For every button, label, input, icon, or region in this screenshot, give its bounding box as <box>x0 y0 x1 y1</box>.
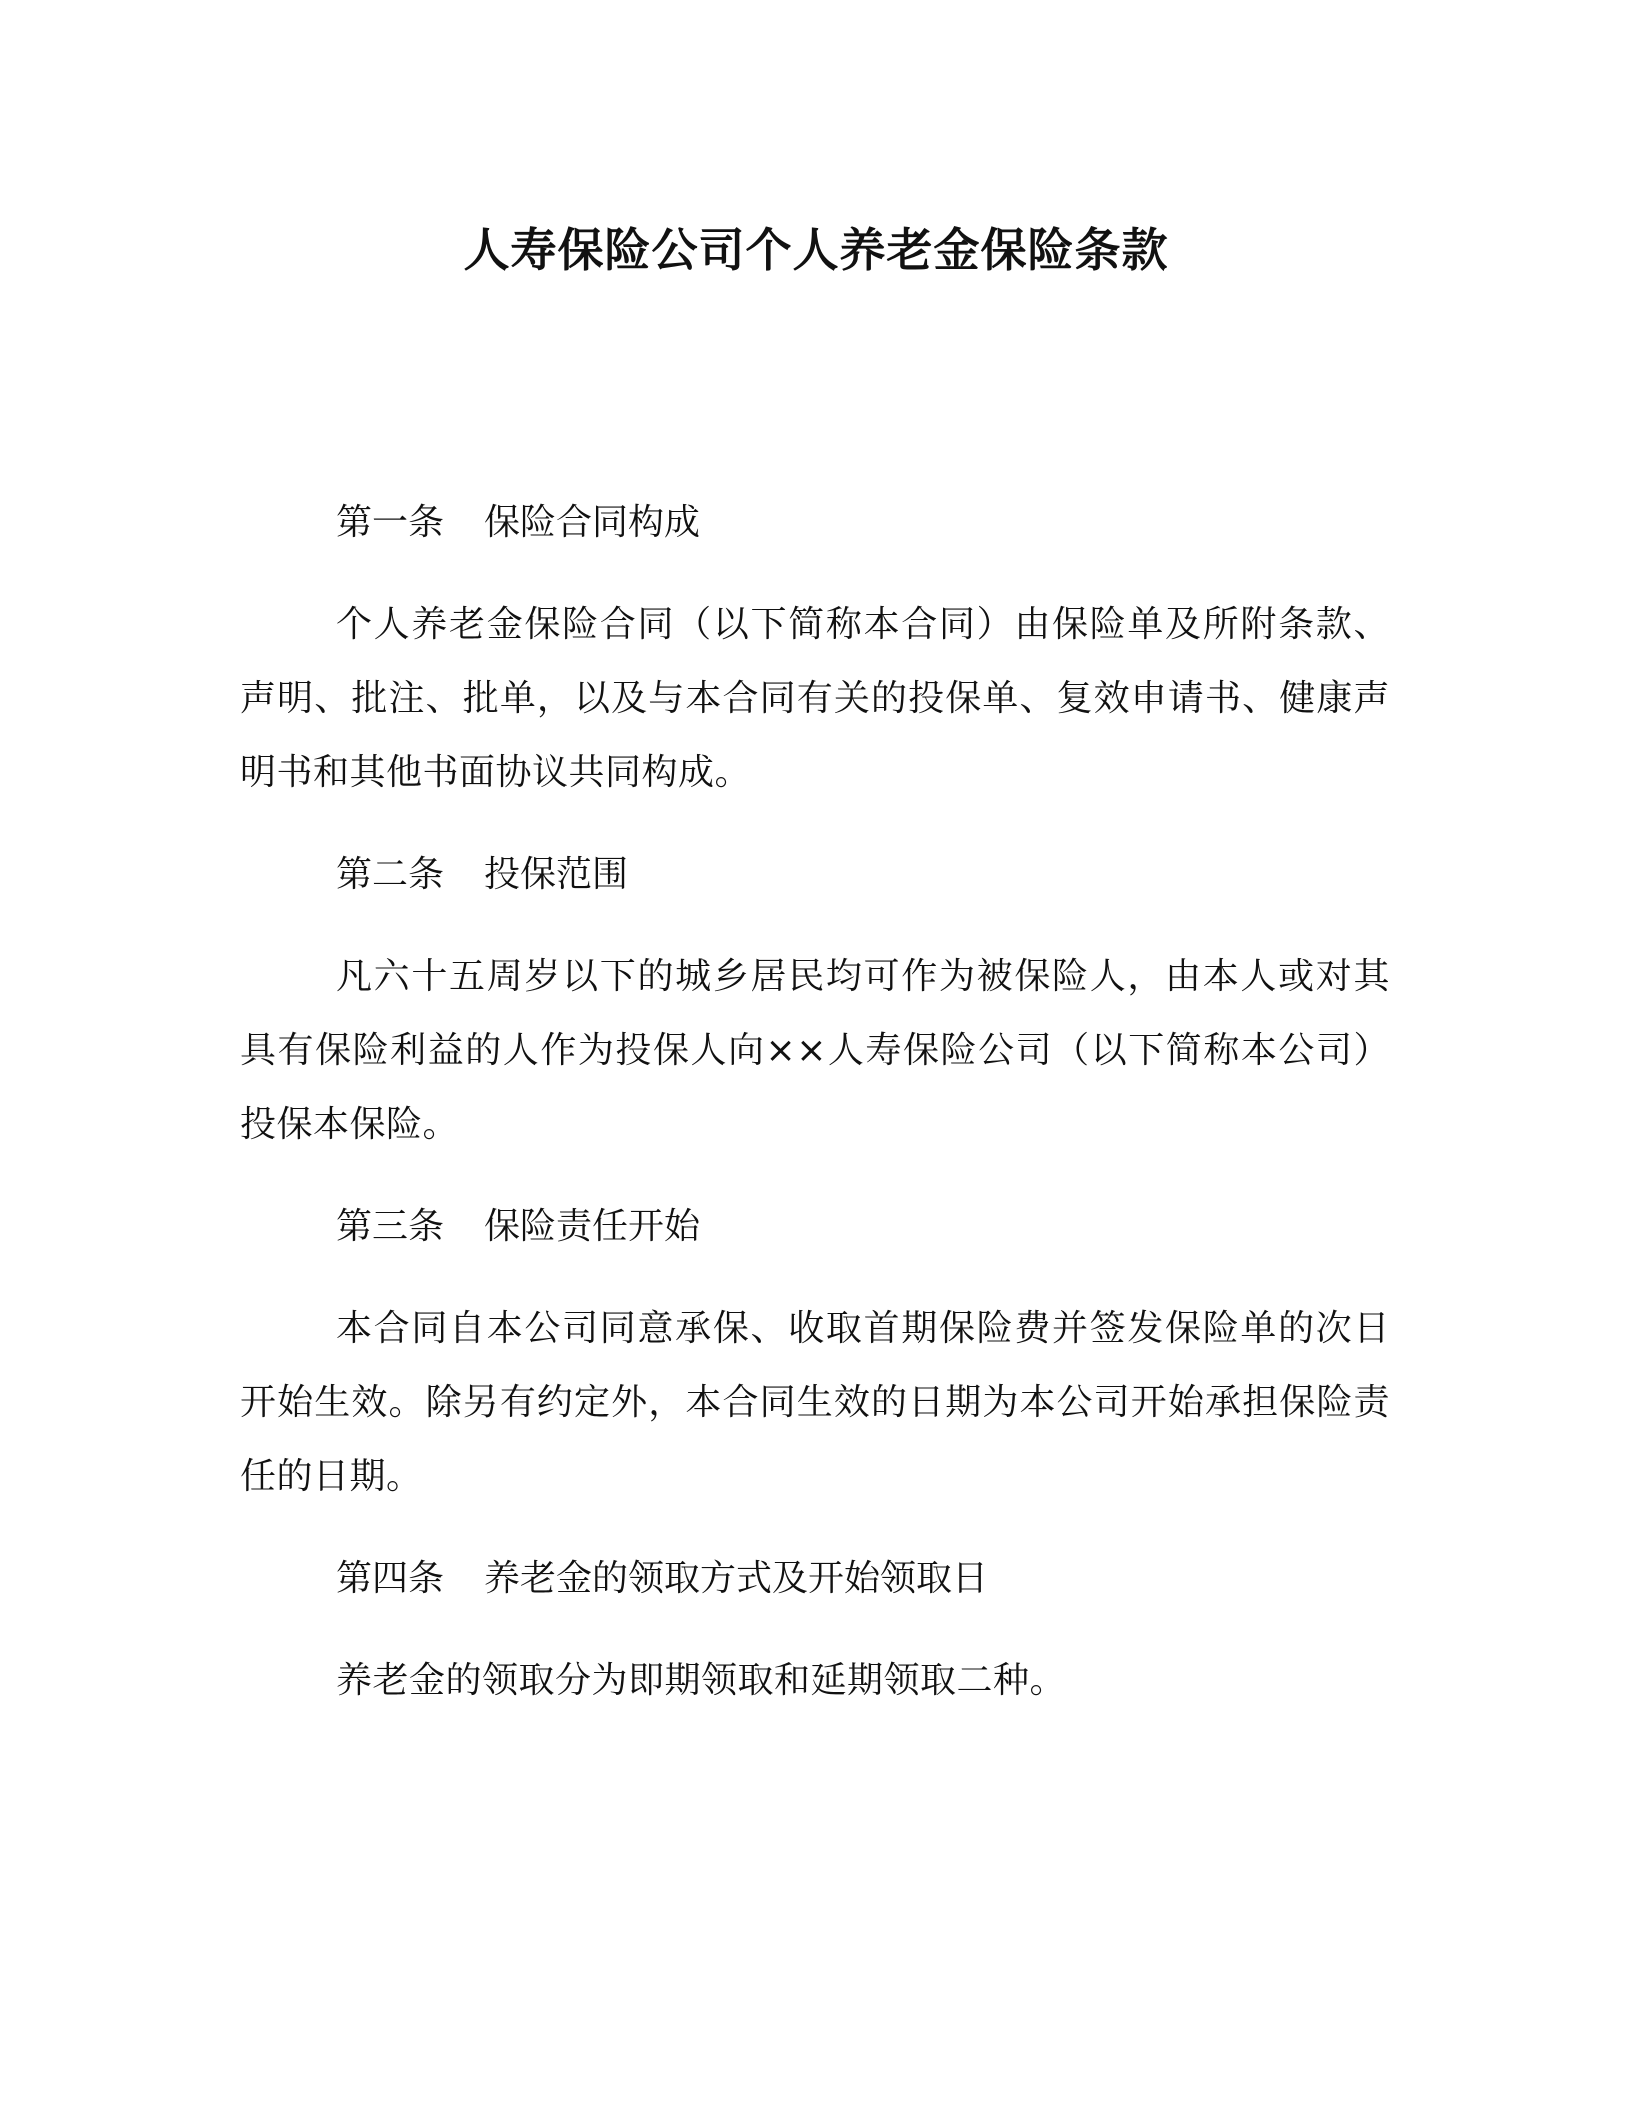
article-number: 第二条 <box>336 854 445 895</box>
document-body <box>240 488 1390 1718</box>
article-heading <box>240 1192 1390 1262</box>
article-2 <box>240 840 1390 1192</box>
article-3 <box>240 1192 1390 1544</box>
article-heading <box>240 1544 1390 1614</box>
article-heading <box>240 488 1390 558</box>
article-heading-text: 投保范围 <box>484 854 629 895</box>
article-paragraph: 养老金的领取分为即期领取和延期领取二种。 <box>336 1660 1067 1701</box>
article-4 <box>240 1544 1390 1718</box>
article-paragraph: 本合同自本公司同意承保、收取首期保险费并签发保险单的次日开始生效。除另有约定外，本合同生效的日期为本公司开始承担保险责任的日期。 <box>240 1308 1390 1497</box>
article-paragraph: 凡六十五周岁以下的城乡居民均可作为被保险人，由本人或对其具有保险利益的人作为投保人向××人寿保险公司（以下简称本公司）投保本保险。 <box>240 956 1390 1145</box>
article-number: 第一条 <box>336 502 445 543</box>
document-title: 人寿保险公司个人养老金保险条款 <box>463 223 1169 277</box>
article-heading <box>240 840 1390 910</box>
article-number: 第三条 <box>336 1206 445 1247</box>
article-heading-text: 养老金的领取方式及开始领取日 <box>484 1558 989 1599</box>
article-paragraph: 个人养老金保险合同（以下简称本合同）由保险单及所附条款、声明、批注、批单，以及与本合同有关的投保单、复效申请书、健康声明书和其他书面协议共同构成。 <box>240 604 1390 793</box>
article-1 <box>240 488 1390 840</box>
article-number: 第四条 <box>336 1558 445 1599</box>
article-heading-text: 保险责任开始 <box>484 1206 701 1247</box>
article-heading-text: 保险合同构成 <box>484 502 701 543</box>
